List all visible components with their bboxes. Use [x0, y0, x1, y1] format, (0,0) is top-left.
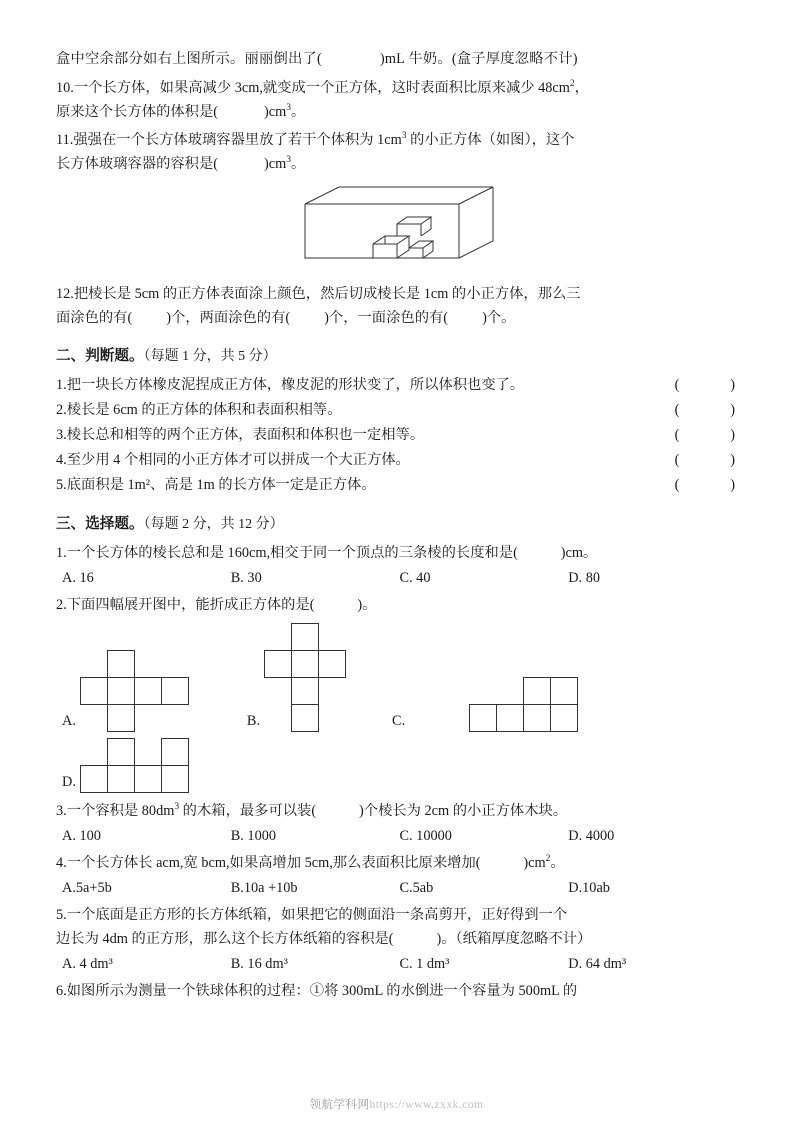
- tf-answer-4[interactable]: ( ): [674, 452, 737, 468]
- choice-q4-option-c[interactable]: C.5ab: [399, 880, 434, 896]
- question-11: [56, 128, 737, 176]
- choice-q1-stem: 1.一个长方体的棱长总和是 160cm,相交于同一个顶点的三条棱的长度和是( )cm。: [56, 545, 598, 561]
- choice-q5-stem: [56, 903, 737, 951]
- choice-q3-stem: [56, 799, 737, 823]
- choice-q3-option-c[interactable]: C. 10000: [399, 828, 452, 844]
- q12-part4: )个，一面涂色的有(: [324, 310, 449, 326]
- q10-part1: 10.一个长方体，如果高减少 3cm,就变成一个正方体，这时表面积比原来减少 48cm: [56, 80, 570, 96]
- choice-q5-option-d[interactable]: D. 64 dm³: [568, 956, 627, 972]
- choice-q5-option-c[interactable]: C. 1 dm³: [399, 956, 450, 972]
- figure-glass-container: [56, 182, 737, 272]
- choice-q5-stem-line2: 边长为 4dm 的正方形，那么这个长方体纸箱的容积是( )。（纸箱厚度忽略不计）: [56, 931, 592, 947]
- net-shape-d[interactable]: [80, 738, 189, 793]
- net-shape-c[interactable]: [469, 677, 578, 732]
- tf-item-4: [56, 448, 737, 473]
- section-two-heading: 二、判断题。: [56, 348, 144, 364]
- q11-sup2: 3: [286, 155, 292, 166]
- net-shape-a[interactable]: [80, 650, 189, 732]
- tf-item-2: [56, 398, 737, 423]
- q11-part4: )cm: [264, 156, 287, 172]
- section-three-heading: 三、选择题。: [56, 516, 144, 532]
- q10-part5: 。: [291, 104, 306, 120]
- choice-q1-option-d[interactable]: D. 80: [568, 570, 601, 586]
- choice-q2-stem: 2.下面四幅展开图中，能折成正方体的是( )。: [56, 597, 377, 613]
- q12-part5: )个。: [482, 310, 516, 326]
- tf-answer-2[interactable]: ( ): [674, 402, 737, 418]
- choice-q5-stem-line1: 5.一个底面是正方形的长方体纸箱，如果把它的侧面沿一条高剪开，正好得到一个: [56, 907, 568, 923]
- choice-q4-option-a[interactable]: A.5a+5b: [62, 880, 112, 896]
- choice-q2-label-c[interactable]: C.: [392, 713, 406, 729]
- choice-q3-options: [56, 823, 737, 849]
- tf-item-5: [56, 473, 737, 498]
- section-two-title: [56, 344, 737, 365]
- tf-text-4: 4.至少用 4 个相同的小正方体才可以拼成一个大正方体。: [56, 452, 410, 468]
- choice-q3-stem-1: 3.一个容积是 80dm: [56, 803, 175, 819]
- choice-q1-option-c[interactable]: C. 40: [399, 570, 431, 586]
- tf-answer-5[interactable]: ( ): [674, 477, 737, 493]
- q10-part4: )cm: [264, 104, 287, 120]
- q10-sup2: 3: [286, 103, 292, 114]
- choice-q4-stem: [56, 851, 737, 875]
- net-shape-b[interactable]: [264, 623, 346, 732]
- tf-item-3: [56, 423, 737, 448]
- choice-q3-stem-2: 的木箱，最多可以装( )个棱长为 2cm 的小正方体木块。: [179, 803, 568, 819]
- question-10: [56, 76, 737, 124]
- tf-text-3: 3.棱长总和相等的两个正方体，表面积和体积也一定相等。: [56, 427, 425, 443]
- choice-q4-stem-2: 。: [550, 855, 565, 871]
- choice-q1-options: [56, 565, 737, 591]
- cuboid-with-cubes-svg: [287, 182, 507, 272]
- choice-q2-label-a[interactable]: A.: [62, 713, 76, 729]
- q11-part2: 的小正方体（如图），这个: [406, 132, 575, 148]
- choice-q5-option-b[interactable]: B. 16 dm³: [230, 956, 288, 972]
- section-three-title: [56, 512, 737, 533]
- section-three-subtitle: （每题 2 分，共 12 分）: [143, 517, 284, 532]
- choice-q5-options: [56, 951, 737, 977]
- q10-part3: 原来这个长方体的体积是(: [56, 104, 219, 120]
- q11-part5: 。: [291, 156, 306, 172]
- choice-q1-option-b[interactable]: B. 30: [230, 570, 262, 586]
- footer-left-label: 领航学科网: [309, 1099, 370, 1111]
- choice-q3-option-a[interactable]: A. 100: [62, 828, 101, 844]
- choice-q1-option-a[interactable]: A. 16: [62, 570, 94, 586]
- choice-q3-option-d[interactable]: D. 4000: [568, 828, 615, 844]
- footer-watermark: https://www.zxxk.com: [369, 1099, 484, 1111]
- choice-q4-option-b[interactable]: B.10a +10b: [230, 880, 298, 896]
- choice-q2-label-b[interactable]: B.: [246, 713, 261, 729]
- tf-text-5: 5.底面积是 1m²、高是 1m 的长方体一定是正方体。: [56, 477, 376, 493]
- tf-answer-3[interactable]: ( ): [674, 427, 737, 443]
- tf-text-2: 2.棱长是 6cm 的正方体的体积和表面积相等。: [56, 402, 342, 418]
- tf-answer-1[interactable]: ( ): [674, 377, 737, 393]
- q12-part3: )个，两面涂色的有(: [166, 310, 291, 326]
- section-two-subtitle: （每题 1 分，共 5 分）: [143, 349, 277, 364]
- q12-part2: 面涂色的有(: [56, 310, 133, 326]
- choice-q4-options: [56, 875, 737, 901]
- choice-q4-option-d[interactable]: D.10ab: [568, 880, 610, 896]
- q11-part3: 长方体玻璃容器的容积是(: [56, 156, 219, 172]
- page-footer: [0, 1096, 793, 1112]
- tf-item-1: [56, 373, 737, 398]
- q12-line1: 12.把棱长是 5cm 的正方体表面涂上颜色，然后切成棱长是 1cm 的小正方体，那么三: [56, 286, 581, 302]
- choice-q2-shapes-row2: [56, 738, 737, 793]
- choice-q4-sup: 2: [545, 854, 551, 865]
- choice-q3-sup: 3: [174, 802, 180, 813]
- choice-q5-option-a[interactable]: A. 4 dm³: [62, 956, 113, 972]
- question-12: [56, 282, 737, 330]
- q10-part2: ，: [574, 80, 589, 96]
- choice-q2-shapes-row1: [56, 623, 737, 732]
- choice-q4-stem-1: 4.一个长方体长 acm,宽 bcm,如果高增加 5cm,那么表面积比原来增加( )cm: [56, 855, 546, 871]
- carryover-text: 盒中空余部分如右上图所示。丽丽倒出了( )mL 牛奶。(盒子厚度忽略不计): [56, 51, 578, 67]
- q11-part1: 11.强强在一个长方体玻璃容器里放了若干个体积为 1cm: [56, 132, 402, 148]
- tf-text-1: 1.把一块长方体橡皮泥捏成正方体，橡皮泥的形状变了，所以体积也变了。: [56, 377, 525, 393]
- choice-q2-label-d[interactable]: D.: [62, 774, 76, 790]
- choice-q3-option-b[interactable]: B. 1000: [230, 828, 277, 844]
- q11-sup1: 3: [401, 131, 407, 142]
- choice-q6-stem: 6.如图所示为测量一个铁球体积的过程：①将 300mL 的水倒进一个容量为 500mL 的: [56, 983, 578, 999]
- q10-sup1: 2: [569, 79, 575, 90]
